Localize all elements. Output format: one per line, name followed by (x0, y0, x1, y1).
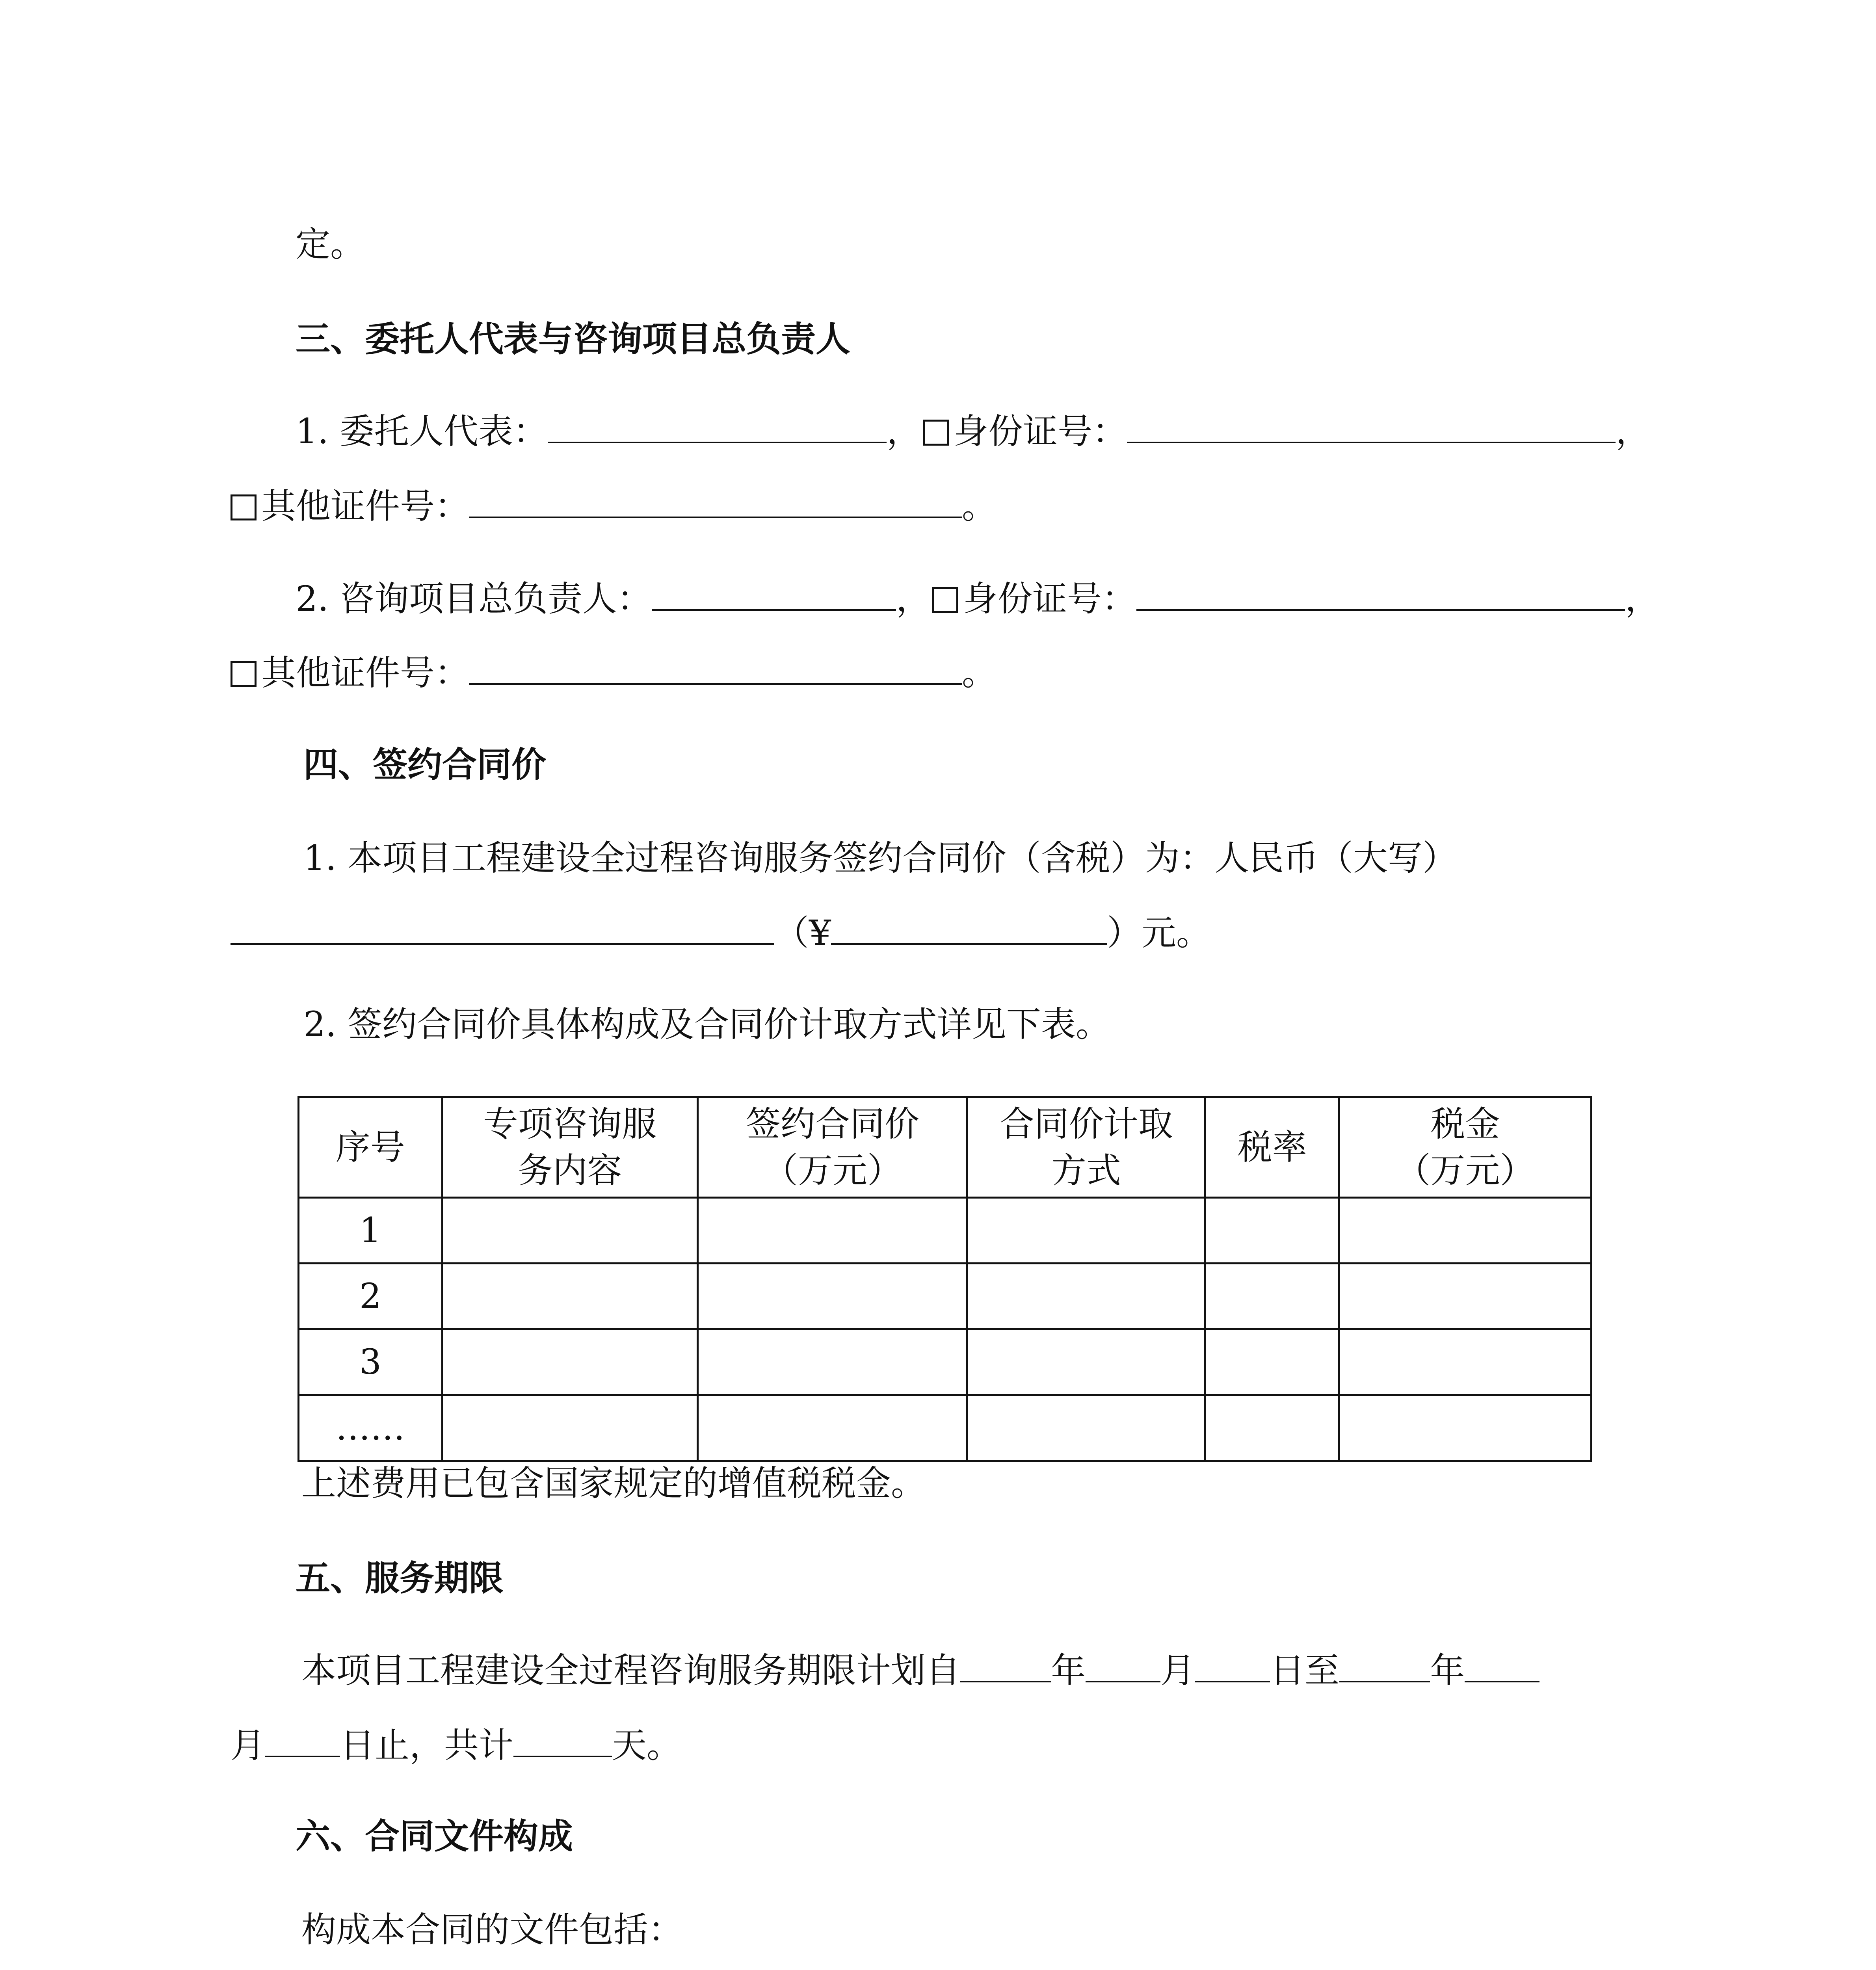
client-rep-other-id-line (231, 483, 997, 530)
section-5-heading (296, 1554, 504, 1602)
contract-price-cell[interactable] (698, 1329, 967, 1395)
client-rep-id-field[interactable] (1127, 410, 1616, 443)
client-rep-line (296, 408, 1650, 455)
service-content-cell[interactable] (442, 1329, 698, 1395)
row-seq: …… (299, 1395, 443, 1461)
start-year-field[interactable] (960, 1649, 1051, 1682)
contract-price-amount-line (231, 909, 1211, 957)
client-rep-other-id-field[interactable] (469, 485, 962, 518)
comma-text: ， (1625, 578, 1660, 619)
section-3-heading (296, 315, 850, 362)
service-period-line-2 (231, 1722, 681, 1769)
tax-amount-cell[interactable] (1339, 1264, 1591, 1329)
service-content-cell[interactable] (442, 1264, 698, 1329)
table-row (299, 1264, 1592, 1329)
period-text: 。 (962, 486, 997, 526)
section-6-title: 六、合同文件构成 (296, 1816, 573, 1857)
tax-rate-cell[interactable] (1205, 1395, 1339, 1461)
table-row (299, 1198, 1592, 1264)
header-method-line2: 方式 (1051, 1150, 1121, 1191)
continuation-text (296, 221, 365, 268)
contract-price-line (303, 834, 1457, 882)
table-row (299, 1395, 1592, 1461)
id-card-checkbox[interactable] (932, 587, 958, 613)
start-month-field[interactable] (1086, 1649, 1160, 1682)
header-service-content (442, 1097, 698, 1198)
table-header-row (299, 1097, 1592, 1198)
service-period-line (301, 1647, 1539, 1694)
end-month-field-start[interactable] (1465, 1649, 1539, 1682)
header-method-line1: 合同价计取 (999, 1104, 1173, 1144)
id-card-label: 身份证号： (953, 411, 1127, 452)
row-seq: 1 (299, 1198, 443, 1264)
total-days-field[interactable] (513, 1724, 612, 1757)
client-rep-name-field[interactable] (548, 410, 887, 443)
table-row (299, 1329, 1592, 1395)
project-lead-label: 2. 咨询项目总负责人： (296, 578, 652, 619)
section-6-heading (296, 1812, 573, 1860)
comma-text: ， (1615, 411, 1650, 452)
contract-price-cell[interactable] (698, 1395, 967, 1461)
tax-amount-cell[interactable] (1339, 1395, 1591, 1461)
pricing-method-cell[interactable] (967, 1264, 1205, 1329)
header-price-line2: （万元） (763, 1150, 902, 1191)
row-seq: 3 (299, 1329, 443, 1395)
header-contract-price (698, 1097, 967, 1198)
tax-rate-cell[interactable] (1205, 1198, 1339, 1264)
project-lead-other-id-line (231, 649, 997, 697)
pricing-method-cell[interactable] (967, 1395, 1205, 1461)
documents-intro-text: 构成本合同的文件包括： (301, 1909, 683, 1950)
tax-amount-cell[interactable] (1339, 1198, 1591, 1264)
project-lead-line (296, 575, 1660, 623)
header-service-line2: 务内容 (518, 1150, 622, 1191)
header-tax-line1: 税金 (1430, 1104, 1500, 1144)
price-breakdown-line (303, 1001, 1110, 1048)
end-day-field[interactable] (265, 1724, 340, 1757)
year-label: 年 (1430, 1650, 1465, 1691)
header-seq-text: 序号 (335, 1127, 405, 1167)
month-label: 月 (231, 1725, 266, 1766)
section-3-title: 三、委托人代表与咨询项目总负责人 (296, 318, 851, 359)
header-service-line1: 专项咨询服 (483, 1104, 657, 1144)
section-4-title: 四、签约合同价 (303, 744, 547, 785)
contract-price-text: 1. 本项目工程建设全过程咨询服务签约合同价（含税）为：人民币（大写） (303, 838, 1457, 878)
contract-price-cell[interactable] (698, 1264, 967, 1329)
continuation-text-content: 定。 (296, 224, 365, 264)
header-rate-text: 税率 (1237, 1127, 1307, 1167)
year-label: 年 (1051, 1650, 1086, 1691)
documents-intro (301, 1906, 683, 1953)
other-id-checkbox[interactable] (231, 661, 257, 687)
section-5-title: 五、服务期限 (296, 1557, 504, 1598)
amount-in-figures-field[interactable] (831, 912, 1107, 945)
end-year-field[interactable] (1339, 1649, 1430, 1682)
amount-in-words-field[interactable] (231, 912, 774, 945)
price-breakdown-text: 2. 签约合同价具体构成及合同价计取方式详见下表。 (303, 1004, 1110, 1044)
header-tax-rate (1205, 1097, 1339, 1198)
pricing-method-cell[interactable] (967, 1329, 1205, 1395)
pricing-method-cell[interactable] (967, 1198, 1205, 1264)
period-text: 。 (962, 652, 997, 693)
row-seq: 2 (299, 1264, 443, 1329)
section-4-heading (303, 741, 546, 788)
days-label: 天。 (612, 1725, 682, 1766)
start-day-field[interactable] (1195, 1649, 1270, 1682)
table-note-text: 上述费用已包含国家规定的增值税税金。 (301, 1463, 926, 1504)
header-seq (299, 1097, 443, 1198)
tax-rate-cell[interactable] (1205, 1329, 1339, 1395)
other-id-label: 其他证件号： (261, 486, 470, 526)
comma-text: ， (896, 578, 931, 619)
service-period-text: 本项目工程建设全过程咨询服务期限计划自 (301, 1650, 961, 1691)
id-card-label: 身份证号： (963, 578, 1136, 619)
tax-amount-cell[interactable] (1339, 1329, 1591, 1395)
service-content-cell[interactable] (442, 1198, 698, 1264)
header-tax-line2: （万元） (1396, 1150, 1535, 1191)
yen-label: （¥ (774, 913, 831, 953)
client-rep-label: 1. 委托人代表： (296, 411, 548, 452)
month-label: 月 (1160, 1650, 1196, 1691)
header-price-line1: 签约合同价 (746, 1104, 919, 1144)
tax-rate-cell[interactable] (1205, 1264, 1339, 1329)
other-id-checkbox[interactable] (231, 494, 257, 520)
contract-price-cell[interactable] (698, 1198, 967, 1264)
comma-text: ， (886, 411, 921, 452)
service-content-cell[interactable] (442, 1395, 698, 1461)
id-card-checkbox[interactable] (923, 420, 949, 446)
contract-price-table (297, 1096, 1592, 1462)
header-tax-amount (1339, 1097, 1591, 1198)
header-pricing-method (967, 1097, 1205, 1198)
yuan-label: ）元。 (1107, 913, 1211, 953)
day-to-label: 日至 (1270, 1650, 1340, 1691)
project-lead-name-field[interactable] (652, 578, 896, 611)
end-and-total-label: 日止，共计 (340, 1725, 514, 1766)
project-lead-id-field[interactable] (1136, 578, 1625, 611)
table-note (301, 1460, 926, 1507)
other-id-label: 其他证件号： (261, 652, 470, 693)
project-lead-other-id-field[interactable] (469, 652, 962, 685)
